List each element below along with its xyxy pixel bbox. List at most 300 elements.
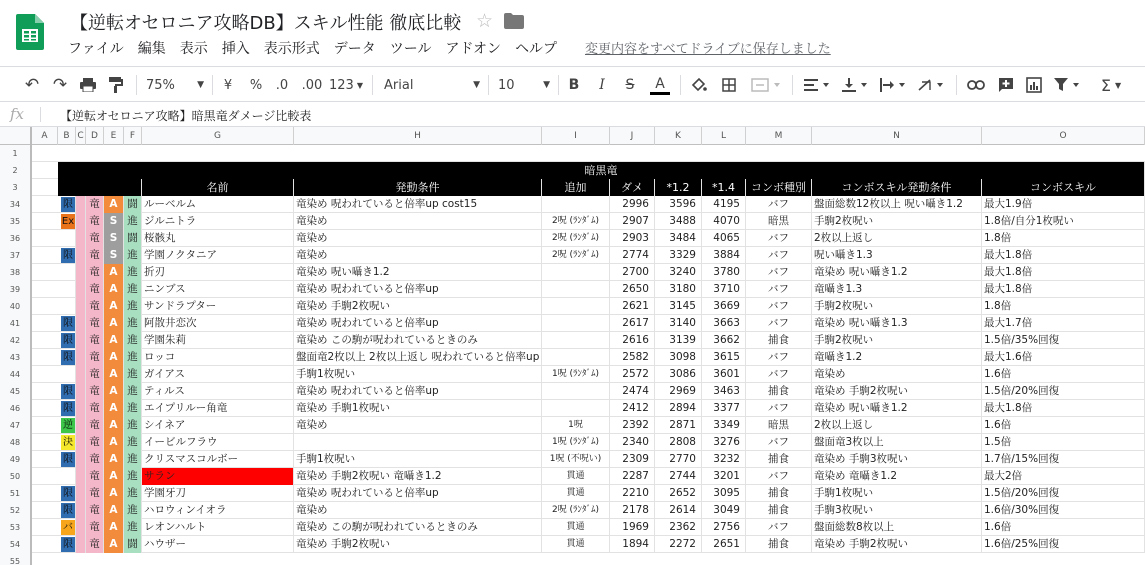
multiplier-cell[interactable]: 4070 xyxy=(702,213,746,230)
multiplier-cell[interactable]: 3463 xyxy=(702,383,746,400)
combo-type-cell[interactable]: バフ xyxy=(746,468,812,485)
tag-cell[interactable] xyxy=(58,451,76,468)
tag-cell[interactable] xyxy=(58,434,76,451)
multiplier-cell[interactable]: 3095 xyxy=(702,485,746,502)
tag-cell[interactable] xyxy=(58,264,76,281)
kind-cell[interactable]: 進 xyxy=(124,468,142,485)
combo-condition-cell[interactable]: 呪い囁き1.3 xyxy=(812,247,982,264)
tag-cell[interactable] xyxy=(58,281,76,298)
tag-cell[interactable] xyxy=(58,383,76,400)
name-cell[interactable]: ガイアス xyxy=(142,366,294,383)
combo-skill-cell[interactable]: 1.8倍/自分1枚呪い xyxy=(982,213,1145,230)
attribute-stripe-cell[interactable] xyxy=(76,434,86,451)
menu-item[interactable]: 表示 xyxy=(179,41,208,57)
filter-icon[interactable] xyxy=(1052,75,1082,95)
damage-cell[interactable]: 2474 xyxy=(610,383,655,400)
combo-type-cell[interactable]: 捕食 xyxy=(746,536,812,553)
italic-button[interactable]: I xyxy=(599,77,605,93)
kind-cell[interactable]: 闘 xyxy=(124,536,142,553)
damage-cell[interactable]: 2616 xyxy=(610,332,655,349)
damage-cell[interactable]: 2572 xyxy=(610,366,655,383)
combo-skill-cell[interactable]: 最大1.8倍 xyxy=(982,281,1145,298)
type-cell[interactable]: 竜 xyxy=(86,519,104,536)
condition-cell[interactable]: 竜染め 呪われていると倍率up xyxy=(294,485,542,502)
rank-cell[interactable]: A xyxy=(104,366,124,383)
attribute-stripe-cell[interactable] xyxy=(76,230,86,247)
multiplier-cell[interactable]: 2770 xyxy=(655,451,702,468)
kind-cell[interactable]: 進 xyxy=(124,247,142,264)
tag-cell[interactable] xyxy=(58,332,76,349)
undo-icon[interactable]: ↶ xyxy=(24,75,40,95)
type-cell[interactable]: 竜 xyxy=(86,230,104,247)
multiplier-cell[interactable]: 3180 xyxy=(655,281,702,298)
folder-icon[interactable] xyxy=(504,13,524,29)
combo-skill-cell[interactable]: 最大1.8倍 xyxy=(982,247,1145,264)
combo-skill-cell[interactable]: 1.6倍 xyxy=(982,519,1145,536)
rank-cell[interactable]: A xyxy=(104,519,124,536)
addition-cell[interactable] xyxy=(542,196,610,213)
multiplier-cell[interactable]: 3276 xyxy=(702,434,746,451)
rank-cell[interactable]: A xyxy=(104,264,124,281)
row-header[interactable]: 36 xyxy=(0,230,32,247)
name-cell[interactable]: 阿散井恋次 xyxy=(142,315,294,332)
attribute-stripe-cell[interactable] xyxy=(76,349,86,366)
attribute-stripe-cell[interactable] xyxy=(76,196,86,213)
type-cell[interactable]: 竜 xyxy=(86,247,104,264)
attribute-stripe-cell[interactable] xyxy=(76,298,86,315)
rank-cell[interactable]: A xyxy=(104,196,124,213)
combo-skill-cell[interactable]: 最大2倍 xyxy=(982,468,1145,485)
kind-cell[interactable]: 進 xyxy=(124,213,142,230)
multiplier-cell[interactable]: 3140 xyxy=(655,315,702,332)
attribute-stripe-cell[interactable] xyxy=(76,383,86,400)
damage-cell[interactable]: 2650 xyxy=(610,281,655,298)
combo-type-cell[interactable]: バフ xyxy=(746,298,812,315)
column-header-n[interactable]: N xyxy=(812,127,982,145)
type-cell[interactable]: 竜 xyxy=(86,451,104,468)
combo-skill-cell[interactable]: 1.6倍/25%回復 xyxy=(982,536,1145,553)
addition-cell[interactable]: 貫通 xyxy=(542,468,610,485)
attribute-stripe-cell[interactable] xyxy=(76,332,86,349)
select-all-corner[interactable] xyxy=(0,127,32,145)
column-header-g[interactable]: G xyxy=(142,127,294,145)
attribute-stripe-cell[interactable] xyxy=(76,400,86,417)
row-header[interactable]: 3 xyxy=(0,179,32,196)
combo-type-cell[interactable]: 捕食 xyxy=(746,502,812,519)
combo-condition-cell[interactable]: 竜染め 竜囁き1.2 xyxy=(812,468,982,485)
strikethrough-button[interactable]: S xyxy=(625,77,635,93)
rank-cell[interactable]: A xyxy=(104,383,124,400)
condition-cell[interactable]: 竜染め xyxy=(294,247,542,264)
tag-cell[interactable] xyxy=(58,417,76,434)
condition-cell[interactable]: 竜染め 呪われていると倍率up cost15 xyxy=(294,196,542,213)
combo-condition-cell[interactable]: 竜染め 呪い囁き1.3 xyxy=(812,315,982,332)
type-cell[interactable]: 竜 xyxy=(86,281,104,298)
type-cell[interactable]: 竜 xyxy=(86,383,104,400)
combo-condition-cell[interactable]: 竜囁き1.3 xyxy=(812,281,982,298)
name-cell[interactable]: 折刃 xyxy=(142,264,294,281)
multiplier-cell[interactable]: 3329 xyxy=(655,247,702,264)
row-header[interactable]: 35 xyxy=(0,213,32,230)
vertical-align-icon[interactable] xyxy=(840,75,870,95)
tag-cell[interactable] xyxy=(58,468,76,485)
multiplier-cell[interactable]: 3139 xyxy=(655,332,702,349)
multiplier-cell[interactable]: 3349 xyxy=(702,417,746,434)
multiplier-cell[interactable]: 3240 xyxy=(655,264,702,281)
rank-cell[interactable]: A xyxy=(104,502,124,519)
rank-cell[interactable]: S xyxy=(104,230,124,247)
kind-cell[interactable]: 進 xyxy=(124,298,142,315)
combo-skill-cell[interactable]: 1.5倍/35%回復 xyxy=(982,332,1145,349)
name-cell[interactable]: クリスマスコルボー xyxy=(142,451,294,468)
condition-cell[interactable]: 竜染め xyxy=(294,502,542,519)
increase-decimal-button[interactable]: .00 xyxy=(301,77,323,93)
rank-cell[interactable]: A xyxy=(104,536,124,553)
rank-cell[interactable]: S xyxy=(104,213,124,230)
combo-condition-cell[interactable]: 竜囁き1.2 xyxy=(812,349,982,366)
multiplier-cell[interactable]: 2808 xyxy=(655,434,702,451)
combo-condition-cell[interactable]: 手駒1枚呪い xyxy=(812,485,982,502)
combo-skill-cell[interactable]: 1.6倍 xyxy=(982,366,1145,383)
type-cell[interactable]: 竜 xyxy=(86,213,104,230)
tag-cell[interactable] xyxy=(58,196,76,213)
type-cell[interactable]: 竜 xyxy=(86,400,104,417)
kind-cell[interactable]: 進 xyxy=(124,400,142,417)
paint-format-icon[interactable] xyxy=(106,75,126,95)
damage-cell[interactable]: 2903 xyxy=(610,230,655,247)
multiplier-cell[interactable]: 3484 xyxy=(655,230,702,247)
combo-condition-cell[interactable]: 竜染め 呪い囁き1.2 xyxy=(812,264,982,281)
attribute-stripe-cell[interactable] xyxy=(76,451,86,468)
attribute-stripe-cell[interactable] xyxy=(76,536,86,553)
addition-cell[interactable]: 1呪 (ﾗﾝﾀﾞﾑ) xyxy=(542,366,610,383)
row-header[interactable]: 1 xyxy=(0,145,32,162)
combo-type-cell[interactable]: 捕食 xyxy=(746,451,812,468)
damage-cell[interactable]: 2178 xyxy=(610,502,655,519)
header-add[interactable]: 追加 xyxy=(542,179,610,196)
type-cell[interactable]: 竜 xyxy=(86,417,104,434)
star-icon[interactable]: ☆ xyxy=(476,10,494,32)
combo-condition-cell[interactable]: 手駒3枚呪い xyxy=(812,502,982,519)
rank-cell[interactable]: A xyxy=(104,332,124,349)
name-cell[interactable]: イービルフラウ xyxy=(142,434,294,451)
multiplier-cell[interactable]: 2871 xyxy=(655,417,702,434)
row-header[interactable]: 45 xyxy=(0,383,32,400)
multiplier-cell[interactable]: 2756 xyxy=(702,519,746,536)
damage-cell[interactable]: 2309 xyxy=(610,451,655,468)
multiplier-cell[interactable]: 3049 xyxy=(702,502,746,519)
comment-icon[interactable] xyxy=(996,75,1016,95)
row-header[interactable]: 53 xyxy=(0,519,32,536)
kind-cell[interactable]: 進 xyxy=(124,417,142,434)
multiplier-cell[interactable]: 2744 xyxy=(655,468,702,485)
tag-cell[interactable] xyxy=(58,485,76,502)
menu-item[interactable]: ヘルプ xyxy=(515,41,558,57)
multiplier-cell[interactable]: 3596 xyxy=(655,196,702,213)
column-header-c[interactable]: C xyxy=(76,127,86,145)
addition-cell[interactable]: 2呪 (ﾗﾝﾀﾞﾑ) xyxy=(542,247,610,264)
name-cell[interactable]: ティルス xyxy=(142,383,294,400)
column-header-b[interactable]: B xyxy=(58,127,76,145)
attribute-stripe-cell[interactable] xyxy=(76,366,86,383)
header-name[interactable]: 名前 xyxy=(142,179,294,196)
condition-cell[interactable]: 竜染め この駒が呪われているときのみ xyxy=(294,519,542,536)
kind-cell[interactable]: 進 xyxy=(124,366,142,383)
addition-cell[interactable]: 貫通 xyxy=(542,485,610,502)
header-dmg[interactable]: ダメ xyxy=(610,179,655,196)
tag-cell[interactable] xyxy=(58,366,76,383)
menu-item[interactable]: ファイル xyxy=(68,41,124,57)
row-header[interactable]: 37 xyxy=(0,247,32,264)
attribute-stripe-cell[interactable] xyxy=(76,281,86,298)
combo-skill-cell[interactable]: 1.5倍/20%回復 xyxy=(982,383,1145,400)
name-cell[interactable]: サラン xyxy=(142,468,294,485)
type-cell[interactable]: 竜 xyxy=(86,536,104,553)
condition-cell[interactable]: 竜染め 呪い囁き1.2 xyxy=(294,264,542,281)
name-cell[interactable]: 学園牙刀 xyxy=(142,485,294,502)
multiplier-cell[interactable]: 3377 xyxy=(702,400,746,417)
combo-skill-cell[interactable]: 最大1.9倍 xyxy=(982,196,1145,213)
rank-cell[interactable]: A xyxy=(104,451,124,468)
tag-cell[interactable] xyxy=(58,315,76,332)
name-cell[interactable]: サンドラプター xyxy=(142,298,294,315)
attribute-stripe-cell[interactable] xyxy=(76,519,86,536)
column-header-j[interactable]: J xyxy=(610,127,655,145)
addition-cell[interactable] xyxy=(542,400,610,417)
addition-cell[interactable] xyxy=(542,315,610,332)
borders-icon[interactable] xyxy=(720,75,738,95)
zoom-select[interactable] xyxy=(146,75,204,95)
name-cell[interactable]: ハロウィンイオラ xyxy=(142,502,294,519)
column-header-o[interactable]: O xyxy=(982,127,1145,145)
combo-type-cell[interactable]: バフ xyxy=(746,247,812,264)
combo-skill-cell[interactable]: 1.8倍 xyxy=(982,298,1145,315)
name-cell[interactable]: シイネア xyxy=(142,417,294,434)
combo-skill-cell[interactable]: 1.6倍/30%回復 xyxy=(982,502,1145,519)
damage-cell[interactable]: 2700 xyxy=(610,264,655,281)
row-header[interactable]: 46 xyxy=(0,400,32,417)
currency-button[interactable]: ¥ xyxy=(223,77,233,93)
tag-cell[interactable] xyxy=(58,230,76,247)
condition-cell[interactable]: 竜染め 手駒1枚呪い xyxy=(294,400,542,417)
attribute-stripe-cell[interactable] xyxy=(76,213,86,230)
row-header[interactable]: 40 xyxy=(0,298,32,315)
row-header[interactable]: 2 xyxy=(0,162,32,179)
rank-cell[interactable]: A xyxy=(104,298,124,315)
kind-cell[interactable]: 進 xyxy=(124,315,142,332)
menu-item[interactable]: 挿入 xyxy=(221,41,250,57)
rank-cell[interactable]: A xyxy=(104,434,124,451)
column-header-e[interactable]: E xyxy=(104,127,124,145)
text-rotation-icon[interactable] xyxy=(916,75,946,95)
row-header[interactable]: 54 xyxy=(0,536,32,553)
type-cell[interactable]: 竜 xyxy=(86,315,104,332)
name-cell[interactable]: 桜骸丸 xyxy=(142,230,294,247)
multiplier-cell[interactable]: 3662 xyxy=(702,332,746,349)
multiplier-cell[interactable]: 3780 xyxy=(702,264,746,281)
row-header[interactable]: 50 xyxy=(0,468,32,485)
combo-type-cell[interactable]: バフ xyxy=(746,400,812,417)
condition-cell[interactable]: 手駒1枚呪い xyxy=(294,451,542,468)
combo-type-cell[interactable]: 捕食 xyxy=(746,485,812,502)
tag-cell[interactable] xyxy=(58,519,76,536)
combo-type-cell[interactable]: 捕食 xyxy=(746,332,812,349)
combo-type-cell[interactable]: バフ xyxy=(746,519,812,536)
column-header-i[interactable]: I xyxy=(542,127,610,145)
addition-cell[interactable] xyxy=(542,264,610,281)
column-header-f[interactable]: F xyxy=(124,127,142,145)
kind-cell[interactable]: 進 xyxy=(124,349,142,366)
insert-chart-icon[interactable] xyxy=(1024,75,1044,95)
multiplier-cell[interactable]: 3669 xyxy=(702,298,746,315)
damage-cell[interactable]: 2340 xyxy=(610,434,655,451)
rank-cell[interactable]: A xyxy=(104,400,124,417)
combo-type-cell[interactable]: バフ xyxy=(746,230,812,247)
multiplier-cell[interactable]: 3601 xyxy=(702,366,746,383)
combo-condition-cell[interactable]: 竜染め 手駒3枚呪い xyxy=(812,451,982,468)
tag-cell[interactable] xyxy=(58,536,76,553)
row-header[interactable]: 39 xyxy=(0,281,32,298)
row-header[interactable]: 52 xyxy=(0,502,32,519)
combo-type-cell[interactable]: 暗黒 xyxy=(746,213,812,230)
addition-cell[interactable] xyxy=(542,332,610,349)
addition-cell[interactable]: 2呪 (ﾗﾝﾀﾞﾑ) xyxy=(542,230,610,247)
kind-cell[interactable]: 進 xyxy=(124,264,142,281)
menu-item[interactable]: ツール xyxy=(389,41,432,57)
combo-condition-cell[interactable]: 盤面竜3枚以上 xyxy=(812,434,982,451)
multiplier-cell[interactable]: 3488 xyxy=(655,213,702,230)
multiplier-cell[interactable]: 4195 xyxy=(702,196,746,213)
type-cell[interactable]: 竜 xyxy=(86,366,104,383)
multiplier-cell[interactable]: 3201 xyxy=(702,468,746,485)
addition-cell[interactable] xyxy=(542,298,610,315)
type-cell[interactable]: 竜 xyxy=(86,298,104,315)
multiplier-cell[interactable]: 3232 xyxy=(702,451,746,468)
row-header[interactable]: 48 xyxy=(0,434,32,451)
condition-cell[interactable]: 竜染め 手駒2枚呪い xyxy=(294,298,542,315)
header-x14[interactable]: *1.4 xyxy=(702,179,746,196)
combo-skill-cell[interactable]: 最大1.6倍 xyxy=(982,349,1145,366)
name-cell[interactable]: エイプリルー角竜 xyxy=(142,400,294,417)
kind-cell[interactable]: 進 xyxy=(124,519,142,536)
type-cell[interactable]: 竜 xyxy=(86,349,104,366)
combo-condition-cell[interactable]: 盤面総数8枚以上 xyxy=(812,519,982,536)
condition-cell[interactable]: 竜染め 呪われていると倍率up xyxy=(294,383,542,400)
condition-cell[interactable]: 盤面竜2枚以上 2枚以上返し 呪われていると倍率up xyxy=(294,349,542,366)
attribute-stripe-cell[interactable] xyxy=(76,485,86,502)
addition-cell[interactable]: 1呪 (不呪い) xyxy=(542,451,610,468)
addition-cell[interactable]: 貫通 xyxy=(542,519,610,536)
condition-cell[interactable]: 竜染め xyxy=(294,213,542,230)
fill-color-icon[interactable] xyxy=(690,75,708,95)
kind-cell[interactable]: 進 xyxy=(124,434,142,451)
combo-skill-cell[interactable]: 1.5倍 xyxy=(982,434,1145,451)
multiplier-cell[interactable]: 2894 xyxy=(655,400,702,417)
kind-cell[interactable]: 進 xyxy=(124,502,142,519)
combo-condition-cell[interactable]: 2枚以上返し xyxy=(812,417,982,434)
rank-cell[interactable]: A xyxy=(104,349,124,366)
attribute-stripe-cell[interactable] xyxy=(76,315,86,332)
kind-cell[interactable]: 闘 xyxy=(124,196,142,213)
type-cell[interactable]: 竜 xyxy=(86,332,104,349)
combo-condition-cell[interactable]: 手駒2枚呪い xyxy=(812,213,982,230)
row-header[interactable]: 55 xyxy=(0,553,32,565)
column-header-k[interactable]: K xyxy=(655,127,702,145)
row-header[interactable]: 44 xyxy=(0,366,32,383)
row-header[interactable]: 47 xyxy=(0,417,32,434)
header-combo-type[interactable]: コンボ種別 xyxy=(746,179,812,196)
document-title[interactable]: 【逆転オセロニア攻略DB】スキル性能 徹底比較 xyxy=(70,13,462,34)
column-header-h[interactable]: H xyxy=(294,127,542,145)
menu-item[interactable]: 表示形式 xyxy=(263,41,320,57)
redo-icon[interactable]: ↷ xyxy=(52,75,68,95)
multiplier-cell[interactable]: 3086 xyxy=(655,366,702,383)
link-icon[interactable] xyxy=(966,75,986,95)
tag-cell[interactable] xyxy=(58,298,76,315)
condition-cell[interactable]: 竜染め xyxy=(294,230,542,247)
multiplier-cell[interactable]: 2614 xyxy=(655,502,702,519)
combo-type-cell[interactable]: バフ xyxy=(746,315,812,332)
combo-type-cell[interactable]: バフ xyxy=(746,281,812,298)
name-cell[interactable]: ハウザー xyxy=(142,536,294,553)
bold-button[interactable]: B xyxy=(568,77,580,93)
menu-item[interactable]: 編集 xyxy=(137,41,166,57)
rank-cell[interactable]: A xyxy=(104,417,124,434)
tag-cell[interactable] xyxy=(58,502,76,519)
combo-skill-cell[interactable]: 1.8倍 xyxy=(982,230,1145,247)
kind-cell[interactable]: 進 xyxy=(124,451,142,468)
menu-item[interactable]: データ xyxy=(333,41,376,57)
damage-cell[interactable]: 2617 xyxy=(610,315,655,332)
condition-cell[interactable]: 手駒1枚呪い xyxy=(294,366,542,383)
name-cell[interactable]: ニンブス xyxy=(142,281,294,298)
condition-cell[interactable]: 竜染め この駒が呪われているときのみ xyxy=(294,332,542,349)
combo-skill-cell[interactable]: 1.5倍/20%回復 xyxy=(982,485,1145,502)
row-header[interactable]: 34 xyxy=(0,196,32,213)
column-header-l[interactable]: L xyxy=(702,127,746,145)
multiplier-cell[interactable]: 3884 xyxy=(702,247,746,264)
tag-cell[interactable] xyxy=(58,349,76,366)
combo-type-cell[interactable]: バフ xyxy=(746,349,812,366)
addition-cell[interactable]: 2呪 (ﾗﾝﾀﾞﾑ) xyxy=(542,213,610,230)
attribute-stripe-cell[interactable] xyxy=(76,264,86,281)
damage-cell[interactable]: 1894 xyxy=(610,536,655,553)
damage-cell[interactable]: 2621 xyxy=(610,298,655,315)
type-cell[interactable]: 竜 xyxy=(86,502,104,519)
damage-cell[interactable]: 2210 xyxy=(610,485,655,502)
kind-cell[interactable]: 闘 xyxy=(124,230,142,247)
multiplier-cell[interactable]: 2362 xyxy=(655,519,702,536)
column-header-a[interactable]: A xyxy=(32,127,58,145)
multiplier-cell[interactable]: 2272 xyxy=(655,536,702,553)
column-header-d[interactable]: D xyxy=(86,127,104,145)
damage-cell[interactable]: 2582 xyxy=(610,349,655,366)
addition-cell[interactable]: 1呪 xyxy=(542,417,610,434)
combo-skill-cell[interactable]: 最大1.8倍 xyxy=(982,400,1145,417)
multiplier-cell[interactable]: 3710 xyxy=(702,281,746,298)
font-size-select[interactable] xyxy=(498,75,550,95)
combo-condition-cell[interactable]: 竜染め 手駒2枚呪い xyxy=(812,383,982,400)
tag-cell[interactable] xyxy=(58,247,76,264)
header-combo-cond[interactable]: コンボスキル発動条件 xyxy=(812,179,982,196)
row-header[interactable]: 42 xyxy=(0,332,32,349)
header-x12[interactable]: *1.2 xyxy=(655,179,702,196)
addition-cell[interactable]: 2呪 (ﾗﾝﾀﾞﾑ) xyxy=(542,502,610,519)
column-header-m[interactable]: M xyxy=(746,127,812,145)
kind-cell[interactable]: 進 xyxy=(124,383,142,400)
header-combo-skill[interactable]: コンボスキル xyxy=(982,179,1145,196)
condition-cell[interactable]: 竜染め 手駒2枚呪い 竜囁き1.2 xyxy=(294,468,542,485)
